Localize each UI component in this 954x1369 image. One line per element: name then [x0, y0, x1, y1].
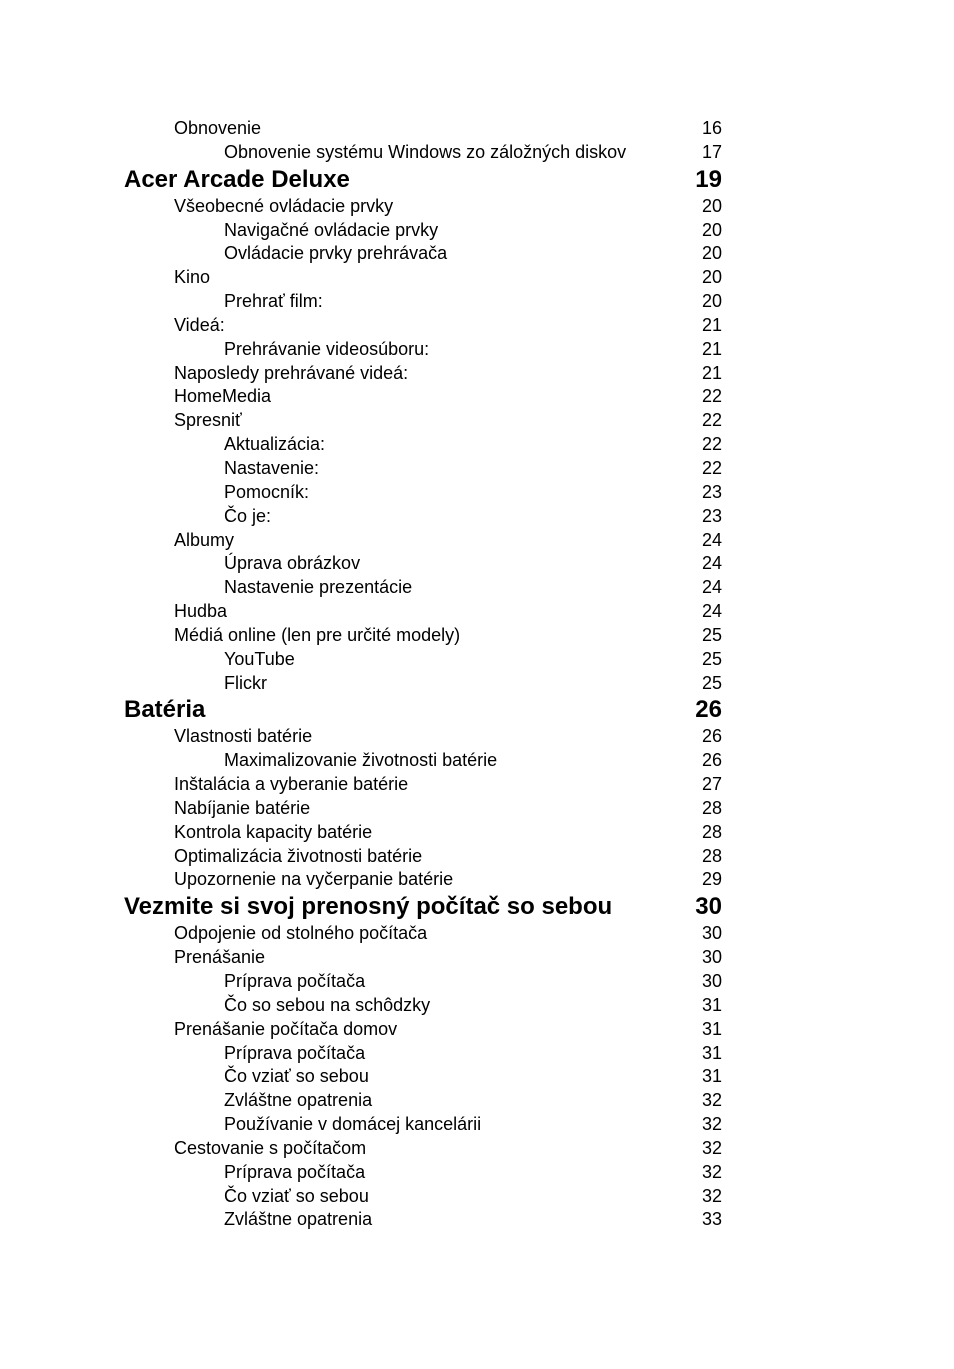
toc-section-row [0, 946, 954, 970]
toc-chapter-page-number: 26 [695, 696, 722, 724]
toc-section-page-number: 28 [701, 845, 722, 866]
toc-section-title: HomeMedia [174, 386, 272, 407]
toc-subsection-title: Zvláštne opatrenia [224, 1209, 373, 1230]
toc-subsection-row [0, 338, 954, 362]
toc-subsection-row [0, 552, 954, 576]
toc-section-row [0, 1137, 954, 1161]
toc-section-row [0, 600, 954, 624]
toc-subsection-title: Čo vziať so sebou [224, 1066, 369, 1087]
toc-subsection-title: Obnovenie systému Windows zo záložných diskov [224, 141, 627, 162]
toc-section-title: Naposledy prehrávané videá: [174, 362, 409, 383]
toc-subsection-row [0, 749, 954, 773]
toc-subsection-title: Čo so sebou na schôdzky [224, 994, 431, 1015]
toc-subsection-row [0, 576, 954, 600]
toc-subsection-title: Navigačné ovládacie prvky [224, 219, 439, 240]
toc-chapter-title: Batéria [124, 696, 206, 724]
toc-section-row [0, 409, 954, 433]
toc-subsection-page-number: 25 [701, 672, 722, 693]
toc-subsection-row [0, 1208, 954, 1232]
toc-section-page-number: 28 [701, 821, 722, 842]
toc-chapter-row [0, 892, 954, 922]
toc-subsection-page-number: 24 [701, 553, 722, 574]
toc-section-title: Všeobecné ovládacie prvky [174, 195, 394, 216]
toc-subsection-row [0, 1042, 954, 1066]
toc-section-title: Médiá online (len pre určité modely) [174, 624, 461, 645]
toc-subsection-page-number: 20 [701, 291, 722, 312]
toc-section-row [0, 314, 954, 338]
toc-section-row [0, 117, 954, 141]
toc-subsection-page-number: 22 [701, 434, 722, 455]
toc-subsection-title: Zvláštne opatrenia [224, 1090, 373, 1111]
toc-chapter-title: Vezmite si svoj prenosný počítač so sebou [124, 893, 613, 921]
toc-section-page-number: 30 [701, 947, 722, 968]
toc-section-row [0, 195, 954, 219]
toc-section-row [0, 266, 954, 290]
toc-subsection-title: Používanie v domácej kancelárii [224, 1114, 482, 1135]
toc-subsection-page-number: 17 [701, 141, 722, 162]
toc-subsection-row [0, 1089, 954, 1113]
toc-subsection-title: Ovládacie prvky prehrávača [224, 243, 448, 264]
toc-section-page-number: 22 [701, 410, 722, 431]
toc-section-row [0, 868, 954, 892]
toc-subsection-row [0, 481, 954, 505]
toc-section-row [0, 797, 954, 821]
toc-section-row [0, 624, 954, 648]
toc-section-title: Cestovanie s počítačom [174, 1137, 367, 1158]
toc-section-page-number: 30 [701, 923, 722, 944]
toc-section-page-number: 21 [701, 314, 722, 335]
toc-section-page-number: 26 [701, 726, 722, 747]
toc-subsection-row [0, 433, 954, 457]
toc-subsection-title: Flickr [224, 672, 267, 693]
toc-subsection-page-number: 32 [701, 1185, 722, 1206]
toc-section-title: Obnovenie [174, 118, 262, 138]
toc-section-page-number: 20 [701, 195, 722, 216]
toc-section-page-number: 22 [701, 386, 722, 407]
toc-section-page-number: 27 [701, 774, 722, 795]
toc-subsection-page-number: 31 [701, 1066, 722, 1087]
toc-subsection-title: Maximalizovanie životnosti batérie [224, 750, 498, 771]
toc-subsection-page-number: 33 [701, 1209, 722, 1230]
toc-section-row [0, 529, 954, 553]
toc-subsection-row [0, 1113, 954, 1137]
toc-subsection-title: Pomocník: [224, 481, 310, 502]
toc-chapter-page-number: 19 [695, 165, 722, 193]
toc-section-title: Odpojenie od stolného počítača [174, 923, 428, 944]
toc-subsection-title: Čo vziať so sebou [224, 1185, 369, 1206]
toc-subsection-page-number: 32 [701, 1090, 722, 1111]
toc-subsection-page-number: 21 [701, 338, 722, 359]
toc-section-page-number: 32 [701, 1137, 722, 1158]
toc-subsection-title: Prehrávanie videosúboru: [224, 338, 430, 359]
toc-subsection-page-number: 23 [701, 481, 722, 502]
toc-subsection-row [0, 457, 954, 481]
table-of-contents [0, 117, 954, 1232]
toc-section-title: Hudba [174, 601, 228, 622]
toc-subsection-row [0, 1161, 954, 1185]
toc-section-page-number: 24 [701, 529, 722, 550]
toc-subsection-row [0, 141, 954, 165]
toc-subsection-row [0, 970, 954, 994]
toc-section-title: Optimalizácia životnosti batérie [174, 845, 423, 866]
toc-section-page-number: 21 [701, 362, 722, 383]
toc-subsection-page-number: 32 [701, 1114, 722, 1135]
toc-subsection-title: Prehrať film: [224, 291, 323, 312]
toc-section-title: Videá: [174, 314, 225, 335]
toc-subsection-title: Príprava počítača [224, 1042, 366, 1063]
toc-subsection-page-number: 31 [701, 1042, 722, 1063]
toc-subsection-title: Úprava obrázkov [224, 553, 361, 574]
toc-section-title: Kontrola kapacity batérie [174, 821, 373, 842]
toc-subsection-row [0, 290, 954, 314]
toc-subsection-page-number: 31 [701, 994, 722, 1015]
toc-section-page-number: 29 [701, 869, 722, 890]
toc-subsection-row [0, 648, 954, 672]
toc-section-row [0, 1018, 954, 1042]
toc-subsection-page-number: 22 [701, 457, 722, 478]
toc-section-page-number: 28 [701, 797, 722, 818]
toc-section-row [0, 385, 954, 409]
toc-chapter-page-number: 30 [695, 893, 722, 921]
toc-section-row [0, 845, 954, 869]
toc-section-title: Vlastnosti batérie [174, 726, 313, 747]
toc-section-title: Inštalácia a vyberanie batérie [174, 774, 409, 795]
toc-subsection-title: Čo je: [224, 505, 272, 526]
toc-chapter-row [0, 165, 954, 195]
toc-section-title: Kino [174, 267, 211, 288]
toc-chapter-row [0, 695, 954, 725]
toc-section-page-number: 25 [701, 624, 722, 645]
toc-subsection-page-number: 23 [701, 505, 722, 526]
toc-subsection-page-number: 25 [701, 648, 722, 669]
toc-section-page-number: 20 [701, 267, 722, 288]
toc-subsection-row [0, 1065, 954, 1089]
toc-subsection-row [0, 242, 954, 266]
toc-section-title: Albumy [174, 529, 235, 550]
toc-section-row [0, 362, 954, 386]
toc-section-title: Spresniť [174, 410, 242, 431]
toc-subsection-title: YouTube [224, 648, 295, 669]
toc-subsection-page-number: 24 [701, 577, 722, 598]
toc-section-title: Upozornenie na vyčerpanie batérie [174, 869, 454, 890]
toc-subsection-title: Aktualizácia: [224, 434, 326, 455]
toc-section-page-number: 16 [701, 118, 722, 138]
toc-section-title: Prenášanie [174, 947, 266, 968]
toc-subsection-row [0, 505, 954, 529]
toc-chapter-title: Acer Arcade Deluxe [124, 165, 350, 193]
toc-section-page-number: 24 [701, 601, 722, 622]
toc-section-row [0, 725, 954, 749]
toc-section-row [0, 821, 954, 845]
toc-subsection-title: Nastavenie: [224, 457, 320, 478]
toc-subsection-row [0, 1185, 954, 1209]
toc-subsection-row [0, 219, 954, 243]
toc-subsection-title: Príprava počítača [224, 971, 366, 991]
toc-subsection-title: Nastavenie prezentácie [224, 577, 413, 598]
toc-subsection-page-number: 20 [701, 219, 722, 240]
toc-subsection-row [0, 672, 954, 696]
toc-section-page-number: 31 [701, 1018, 722, 1039]
toc-section-title: Nabíjanie batérie [174, 797, 311, 818]
toc-subsection-page-number: 26 [701, 750, 722, 771]
toc-subsection-page-number: 20 [701, 243, 722, 264]
toc-section-row [0, 773, 954, 797]
toc-subsection-page-number: 32 [701, 1161, 722, 1182]
toc-section-row [0, 922, 954, 946]
toc-section-title: Prenášanie počítača domov [174, 1018, 398, 1039]
toc-subsection-title: Príprava počítača [224, 1161, 366, 1182]
toc-subsection-row [0, 994, 954, 1018]
toc-subsection-page-number: 30 [701, 971, 722, 991]
